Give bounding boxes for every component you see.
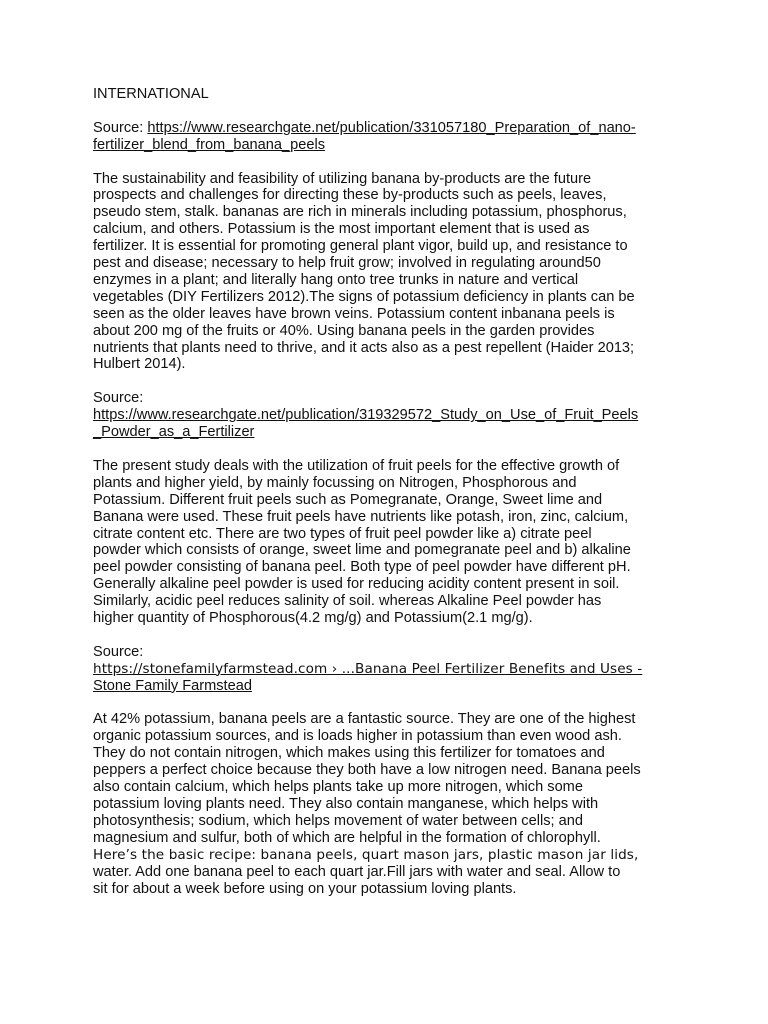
recipe-line: Here’s the basic recipe: banana peels, quart mason jars, plastic mason jar lids, — [93, 846, 639, 863]
paragraph-line: nutrients that plants need to thrive, and it acts also as a pest repellent (Haider 2013; — [93, 339, 635, 356]
paragraph-line: potassium loving plants need. They also contain manganese, which helps with — [93, 795, 599, 812]
source-link[interactable]: https://www.researchgate.net/publication/319329572_Study_on_Use_of_Fruit_Peels — [93, 407, 639, 424]
paragraph-line: photosynthesis; sodium, which helps movement of water between cells; and — [93, 812, 583, 829]
paragraph-line: pest and disease; necessary to help fruit grow; involved in regulating around50 — [93, 255, 601, 272]
paragraph-line: seen as the older leaves have brown veins. Potassium content inbanana peels is — [93, 305, 615, 322]
paragraph-line: powder which consists of orange, sweet lime and pomegranate peel and b) alkaline — [93, 542, 631, 559]
paragraph-line: citrate content etc. There are two types of fruit peel powder like a) citrate peel — [93, 525, 592, 542]
paragraph-line: water. Add one banana peel to each quart jar.Fill jars with water and seal. Allow to — [93, 863, 621, 880]
paragraph-line: The present study deals with the utilization of fruit peels for the effective growth of — [93, 457, 620, 474]
paragraph-3 — [93, 711, 683, 897]
paragraph-line: enzymes in a plant; and literally hang onto tree trunks in nature and vertical — [93, 271, 579, 288]
paragraph-line: peppers a perfect choice because they both have a low nitrogen need. Banana peels — [93, 762, 641, 779]
document-page — [93, 86, 683, 897]
paragraph-line: organic potassium sources, and is loads higher in potassium than even wood ash. — [93, 728, 622, 745]
paragraph-line: Banana were used. These fruit peels have nutrients like potash, iron, zinc, calcium, — [93, 508, 629, 525]
paragraph-line: plants and higher yield, by mainly focussing on Nitrogen, Phosphorous and — [93, 474, 577, 491]
source-link-continued[interactable]: fertilizer_blend_from_banana_peels — [93, 136, 326, 153]
paragraph-1 — [93, 171, 683, 374]
paragraph-line: sit for about a week before using on your potassium loving plants. — [93, 880, 517, 897]
paragraph-2 — [93, 458, 683, 627]
source-link[interactable]: https://www.researchgate.net/publication/331057180_Preparation_of_nano- — [147, 119, 636, 136]
paragraph-line: pseudo stem, stalk. bananas are rich in minerals including potassium, phosphorus, — [93, 204, 627, 221]
paragraph-line: Generally alkaline peel powder is used for reducing acidity content present in soil. — [93, 576, 620, 593]
paragraph-line: The sustainability and feasibility of utilizing banana by-products are the future — [93, 170, 592, 187]
source-label: Source: — [93, 390, 144, 407]
source-label: Source: — [93, 119, 148, 136]
source-label: Source: — [93, 643, 144, 660]
paragraph-line: vegetables (DIY Fertilizers 2012).The signs of potassium deficiency in plants can be — [93, 288, 635, 305]
source-citation-3 — [93, 644, 683, 695]
paragraph-line: prospects and challenges for directing these by-products such as peels, leaves, — [93, 187, 607, 204]
paragraph-line: magnesium and sulfur, both of which are helpful in the formation of chlorophyll. — [93, 829, 601, 846]
paragraph-line: They do not contain nitrogen, which makes using this fertilizer for tomatoes and — [93, 745, 605, 762]
source-link-continued[interactable]: Stone Family Farmstead — [93, 677, 252, 694]
paragraph-line: fertilizer. It is essential for promoting general plant vigor, build up, and resistance to — [93, 238, 628, 255]
paragraph-line: At 42% potassium, banana peels are a fantastic source. They are one of the highest — [93, 711, 636, 728]
paragraph-line: Potassium. Different fruit peels such as Pomegranate, Orange, Sweet lime and — [93, 491, 603, 508]
source-citation-1 — [93, 120, 683, 154]
heading-text: INTERNATIONAL — [93, 86, 209, 102]
document-heading — [93, 86, 683, 103]
paragraph-line: Hulbert 2014). — [93, 356, 186, 373]
paragraph-line: higher quantity of Phosphorous(4.2 mg/g) and Potassium(2.1 mg/g). — [93, 610, 533, 627]
paragraph-line: Similarly, acidic peel reduces salinity of soil. whereas Alkaline Peel powder has — [93, 593, 602, 610]
paragraph-line: also contain calcium, which helps plants take up more nitrogen, which some — [93, 779, 583, 796]
paragraph-line: about 200 mg of the fruits or 40%. Using banana peels in the garden provides — [93, 322, 595, 339]
source-citation-2 — [93, 390, 683, 441]
paragraph-line: calcium, and others. Potassium is the most important element that is used as — [93, 221, 590, 238]
source-link-continued[interactable]: _Powder_as_a_Fertilizer — [93, 424, 255, 441]
paragraph-line: peel powder consisting of banana peel. Both type of peel powder have different pH. — [93, 559, 631, 576]
source-link[interactable]: https://stonefamilyfarmstead.com › ...Banana Peel Fertilizer Benefits and Uses - — [93, 660, 643, 677]
